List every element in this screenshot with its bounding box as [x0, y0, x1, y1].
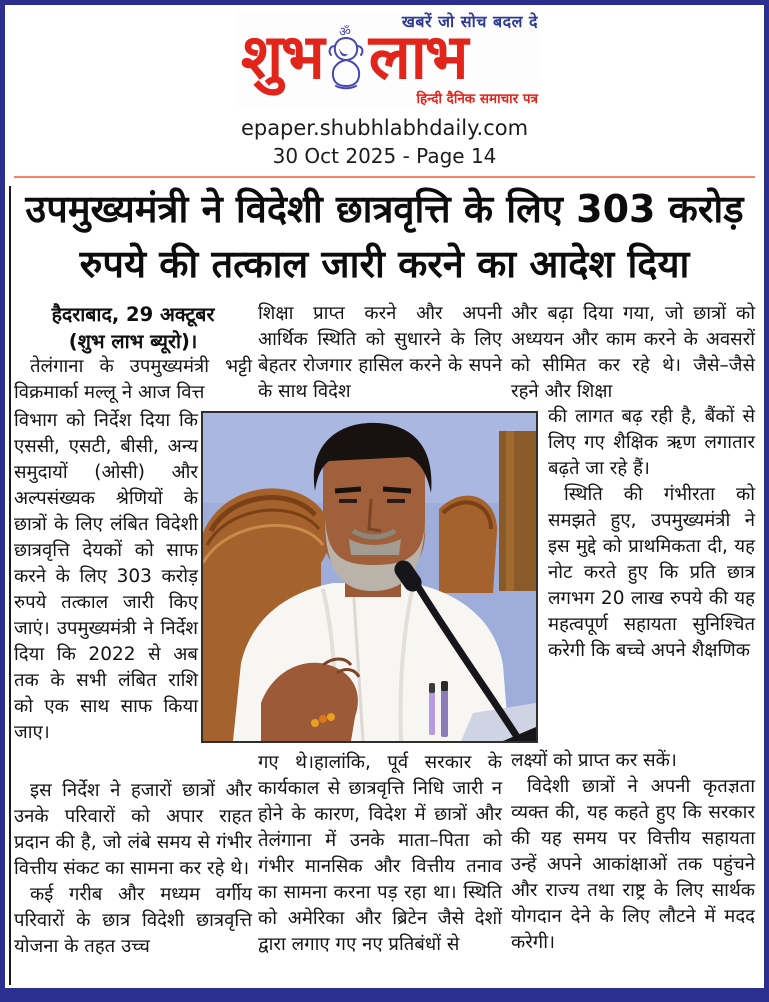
- col3-wrap-text: [548, 404, 755, 664]
- article-headline: [18, 182, 751, 292]
- masthead-tagline: खबरें जो सोच बदल दे: [401, 12, 538, 31]
- col3-wrap2: स्थिति की गंभीरता को समझते हुए, उपमुख्यमंत्री ने इस मुद्दे को प्राथमिकता दी, यह नोट करते हुए कि प्रति छात्र लगभग 20 लाख रुपये की यह महत्वपूर्ण सहायता सुनिश्चित करेगी कि बच्चे अपने शैक्षणिक: [548, 484, 755, 661]
- dateline-city: हैदराबाद, 29 अक्टूबर: [51, 303, 215, 326]
- headline-line2: रुपये की तत्काल जारी करने का आदेश दिया: [79, 242, 690, 286]
- col1-para3: कई गरीब और मध्यम वर्गीय परिवारों के छात्र विदेशी छात्रवृत्ति योजना के तहत उच्च: [14, 884, 252, 957]
- website-url: epaper.shubhlabhdaily.com: [240, 116, 529, 140]
- col3-para2: विदेशी छात्रों ने अपनी कृतज्ञता व्यक्त की, यह कहते हुए कि सरकार की यह समय पर वित्तीय सहायता उन्हें अपने आकांक्षाओं तक पहुंचने और राज्य तथा राष्ट्र के लिए सार्थक योगदान देने के लिए लौटने में मदद करेगी।: [511, 776, 755, 953]
- masthead-subtitle: हिन्दी दैनिक समाचार पत्र: [416, 91, 538, 107]
- masthead-logo: [237, 10, 540, 108]
- logo-word-labh: लाभ: [368, 20, 467, 93]
- col2-after-photo: गए थे।हालांकि, पूर्व सरकार के कार्यकाल से छात्रवृत्ति निधि जारी न होने के कारण, विदेश में छात्रों और तेलंगाना में उनके माता–पिता को गंभीर मानसिक और वित्तीय तनाव का सामना करना पड़ रहा था। स्थिति को अमेरिका और ब्रिटेन जैसे देशों द्वारा लगाए गए नए प्रतिबंधों से: [258, 752, 502, 955]
- article-photo: [201, 411, 538, 743]
- logo-word-shubh: शुभ: [241, 20, 323, 93]
- col3-intro: और बढ़ा दिया गया, जो छात्रों को अध्ययन और काम करने के अवसरों को सीमित कर रहे थे। जैसे–जैसे रहने और शिक्षा: [511, 303, 755, 402]
- col1-wrap-text: विभाग को निर्देश दिया कि एससी, एसटी, बीसी, अन्य समुदायों (ओसी) और अल्पसंख्यक श्रेणियों के छात्रों के लिए लंबित विदेशी छात्रवृत्ति देयकों को साफ करने के लिए 303 करोड़ रुपये तत्काल जारी किए जाएं। उपमुख्यमंत्री ने निर्देश दिया कि 2022 से अब तक के सभी लंबित राशि को एक साथ साफ किया जाए।: [14, 410, 198, 743]
- col1-para2: इस निर्देश ने हजारों छात्रों और उनके परिवारों को अपार राहत प्रदान की है, जो लंबे समय से गंभीर वित्तीय संकट का सामना कर रहे थे।: [14, 780, 252, 879]
- col2-intro: शिक्षा प्राप्त करने और अपनी आर्थिक स्थिति को सुधारने के लिए बेहतर रोजगार हासिल करने के सपने के साथ विदेश: [258, 303, 502, 402]
- divider-line: [14, 176, 755, 178]
- col3-lower-text: [511, 748, 755, 956]
- left-column-rule: [9, 186, 11, 985]
- col1-intro: तेलंगाना के उपमुख्यमंत्री भट्टी विक्रमार्का मल्लू ने आज वित्त: [14, 356, 252, 403]
- masthead-logo-row: [241, 20, 467, 93]
- col3-wrap1: की लागत बढ़ रही है, बैंकों से लिए गए शैक्षिक ऋण लगातार बढ़ते जा रहे हैं।: [548, 406, 755, 479]
- ganesha-icon: [324, 24, 368, 90]
- col3-continuation: लक्ष्यों को प्राप्त कर सकें।: [511, 750, 677, 771]
- col1-lower-text: [14, 778, 252, 960]
- article-dateline: [14, 301, 252, 355]
- headline-line1: उपमुख्यमंत्री ने विदेशी छात्रवृत्ति के लिए 303 करोड़: [25, 187, 744, 231]
- dateline-bureau: (शुभ लाभ ब्यूरो)।: [68, 330, 198, 353]
- svg-text:ॐ: ॐ: [338, 25, 351, 40]
- edition-date: 30 Oct 2025 - Page 14: [272, 144, 497, 168]
